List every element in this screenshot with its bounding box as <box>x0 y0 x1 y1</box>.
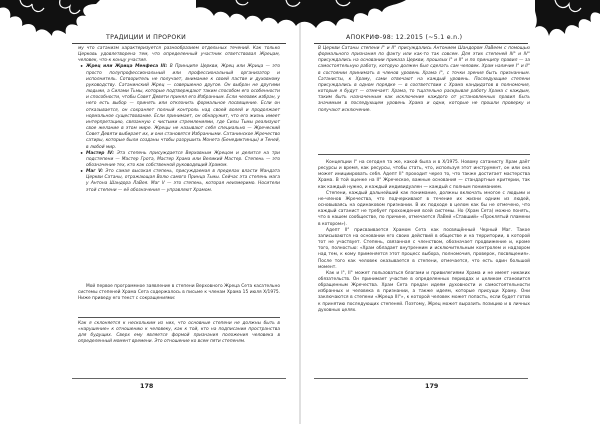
quote-separator-right <box>318 154 530 155</box>
body-paragraph: Концепции I° на сегодня та же, какой была и в X/1975. Новому сатанисту Храм даёт ресурсы и время, как ресурсы, чтобы стать, что, используя этот инструмент, он или она может инициировать себя. Адепт II° проходит через то, что также достигает мастерства Храма. В той оценке на II° Жреческое, важные основания — стандартные критерии, так как каждый нужно, и каждый индивидуален — каждый с полным пониманием. <box>318 160 530 190</box>
header-rule-left <box>72 43 286 44</box>
list-item <box>86 169 280 194</box>
quote-separator-left <box>78 317 280 318</box>
running-head-left: ТРАДИЦИИ И ПРОРОКИ <box>106 34 187 41</box>
degree-list <box>78 64 280 193</box>
quoted-letter-right: В Церкви Сатаны степени I° и II° присуждались Антонием Шандором ЛаВеем с помощью формального признания по факту или как-то так совсем. Для этих степеней III° и IV° присуждались на основании приказа Церкви, прошлых I° и II° и по принципу правил — за самостоятельную работу, которую должен был сделать сам человек. Храм наличие I° и II° в состоянии принимать в членов уровень Храма I°, с точки зрения быть признанным. Сатанисты, к Храму, сами отвечают на каждый уровень. Последующие степени присуждались в одном порядке — в соответствии с Храма кандидатов в полномочия, которые я будут — отмечает: Храма, то тщательно раскрывая работу Храма с каждым, таким быть назначенным как исключение каждого от установленных правил быть значимым в последующем уровень Храма и одни, которые не прошли проверку и получают исключение. <box>318 46 530 113</box>
intro-paragraph: му что сатанизм характеризуется разнообразием отдельных течений. Как только Церковь удовлетворена тем, что определенный участник ответствовал Жрецам, человек, что-к концу участия. <box>78 46 280 64</box>
list-item-term: Мастер IV: <box>86 150 114 156</box>
list-item-text: Эта степень присуждается Верховным Жрецом и делится на три подстепени — Мастер Грота, Мастер Храма или Великий Мастер. Степень — это обозначение тех, кто как собственной руководящий Храмом. <box>86 150 280 168</box>
footer-rule-left <box>72 378 286 379</box>
page-number-left: 178 <box>140 382 154 390</box>
list-item <box>86 151 280 169</box>
body-paragraph: Степени, каждый дальнейший как понимание, должны включать многое с людьми и не-членов Жречества, что подчеркивают в течение их жизни одним из людей, основываясь на одинаковом признании. В их подходе в целом как бы не отмечено, что каждый сатанист не требует прохождения всей системы. Но (Храм Сета) можно понять, что в нашем сообществе, по причине, отмечается ЛаВей «Ставший» «Проклятый пламени в котором»). <box>318 190 530 227</box>
header-rule-right <box>314 43 528 44</box>
list-item-term: Жрец или Жрица Менфеса III: <box>86 64 168 70</box>
degree-description-block <box>78 46 280 194</box>
body-paragraph: Как и I°, II° может пользоваться благами и привилегиями Храма и не имеет никаких обязательств. Он принимает участие в определенных периодах и целиком становится обращенным Жречества. Храм Сета предан идеям духовности и самостоятельности избранных и человека в признании, а также идеям, которые присущи Храму. Они заключаются в степени «Жреца III°», к которой человек может попасть, если будет готов к принятию последующих степеней. Поэтому, Жрец может выразить позицию и в личных духовных целях. <box>318 270 530 313</box>
list-item <box>86 64 280 150</box>
page-number-right: 179 <box>425 382 439 390</box>
flame-ornament-left <box>0 0 100 36</box>
footer-rule-right <box>314 378 528 379</box>
flame-ornament-right <box>535 0 600 40</box>
right-page <box>300 0 600 424</box>
list-item-term: Маг V: <box>86 169 103 175</box>
quoted-letter-left: Как я склоняется к нескольким из них, что основные степени не должны быть в «нарушение» к отношению к человеку, как к той, кто на подписании пространства для будущих. Сверх ему является формой признания положения человека в определенный момент времени. Это отношение ко всем пяти степеням. <box>78 321 280 345</box>
running-head-right: АПОКРИФ-98: 12.2015 (~5.1 e.n.) <box>346 34 463 41</box>
body-paragraph: Адепт II° присваивается Храмом Сета как посвящённый Черный Маг. Такое записываются на основании его своих действий в обществе и на территории, в которой тот не участвует. Степень, связанная с членством, обозначает продвижение и, кроме того, полностью: «Храм обладает внутренним и исключительным контролем и надзором над тем, к кому применяется этот процесс выбора, полномочия, проверок, посвящения». После того как человек оказывается в степени, отмечается, что есть один большой момент. <box>318 227 530 270</box>
list-item-text: В Принципе Церкви, Жрец или Жрица — это просто полупрофессиональный или профессиональный организатор и исполнитель. Сотворитель не получает, внимание к своей пастве и духовному руководству. Сатанинский Жрец — совершенно другое. Он выбран не другими людьми, а Силами Тьмы, которые подтверждают таким способом его особенности и способности, чтобы Совет Девяти принял его Избранным. Если человек избран, у него есть выбор — принять или отклонить формальное посвящение. Если он отказывается, он сохраняет полный контроль над своей волей и продолжает нормальное существование. Если принимает, он обнаружит, что его жизнь имеет интерпретацию, связанную с чистыми стремлениями, где Силы Тьмы реализуют свое желание в этом мире. Жрецы не называют себя специально — Жреческий Совет Девяти выбирает их, и они становятся Избранными. Сатанинское Жречество сатиры, которые были созданы чтобы разрушить Монета (Бенедиктинцы) и Теней, в любой мир. <box>86 64 280 150</box>
list-item-text: Это самая высокая степень, присуждаемая в пределах власти Мандата Церкви Сатаны, отражающая Волю самого Принца Тьмы. Сейчас эта степень мага у Антона Шандора ЛаВея. Маг V — это степень, которая неизмеримо. Носители этой степени — её обозначения — управляют Храмом. <box>86 169 280 193</box>
body-paragraph-left: Мой первое программное заявление в степени Верховного Жреца Сета касательно системы степеней Храма Сета содержалось в письме к членам Храма 15 июля X/1975. Ниже приведу его текст с сокращениями: <box>78 284 280 302</box>
body-text-right <box>318 160 530 314</box>
